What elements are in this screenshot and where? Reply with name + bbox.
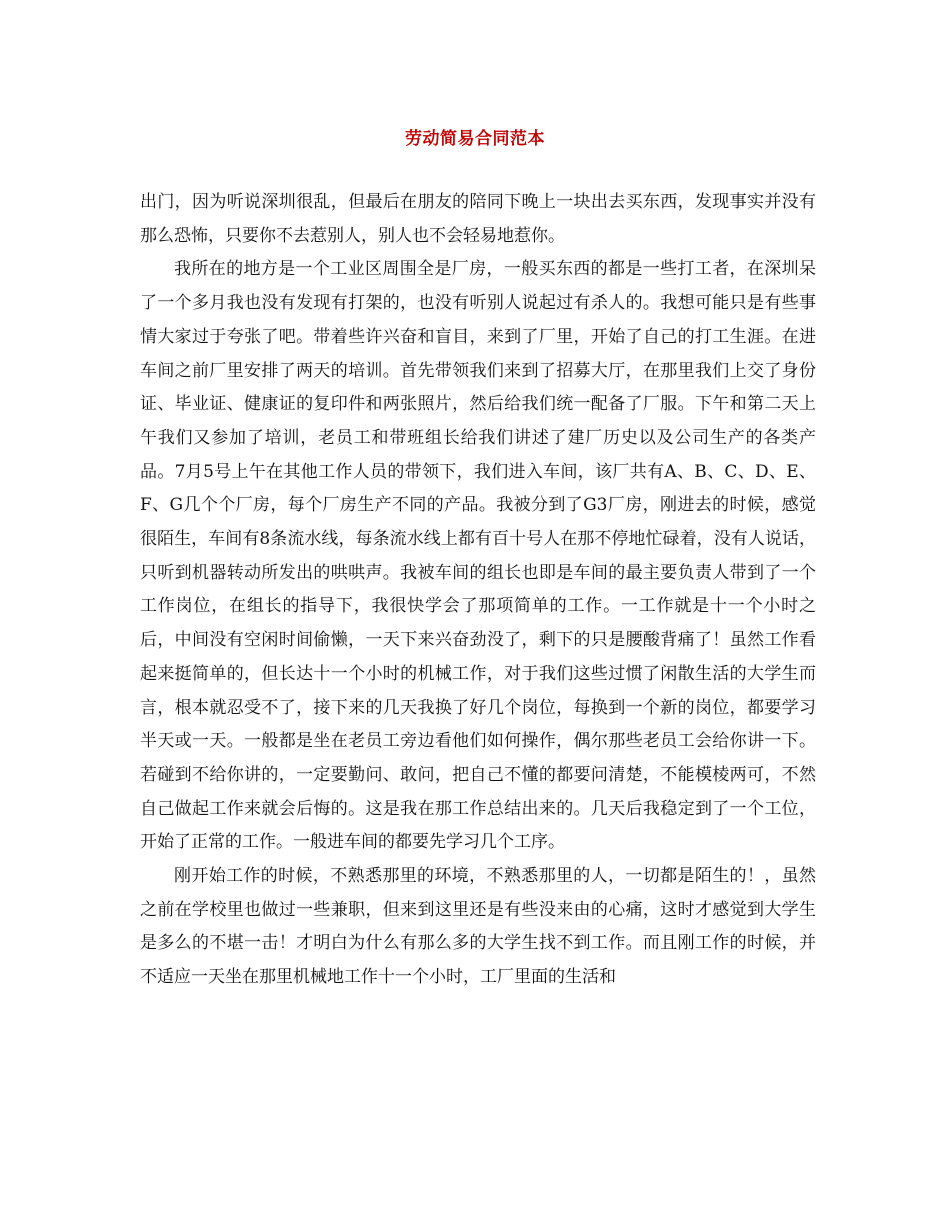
document-body [140,186,816,995]
paragraph-2: 我所在的地方是一个工业区周围全是厂房，一般买东西的都是一些打工者，在深圳呆了一个多月我也没有发现有打架的，也没有听别人说起过有杀人的。我想可能只是有些事情大家过于夸张了吧。带着些许兴奋和盲目，来到了厂里，开始了自己的打工生涯。在进车间之前厂里安排了两天的培训。首先带领我们来到了招募大厅，在那里我们上交了身份证、毕业证、健康证的复印件和两张照片，然后给我们统一配备了厂服。下午和第二天上午我们又参加了培训，老员工和带班组长给我们讲述了建厂历史以及公司生产的各类产品。7月5号上午在其他工作人员的带领下，我们进入车间，该厂共有A、B、C、D、E、F、G几个个厂房，每个厂房生产不同的产品。我被分到了G3厂房，刚进去的时候，感觉很陌生，车间有8条流水线，每条流水线上都有百十号人在那不停地忙碌着，没有人说话，只听到机器转动所发出的哄哄声。我被车间的组长也即是车间的最主要负责人带到了一个工作岗位，在组长的指导下，我很快学会了那项简单的工作。一工作就是十一个小时之后，中间没有空闲时间偷懒，一天下来兴奋劲没了，剩下的只是腰酸背痛了！虽然工作看起来挺简单的，但长达十一个小时的机械工作，对于我们这些过惯了闲散生活的大学生而言，根本就忍受不了，接下来的几天我换了好几个岗位，每换到一个新的岗位，都要学习半天或一天。一般都是坐在老员工旁边看他们如何操作，偶尔那些老员工会给你讲一下。若碰到不给你讲的，一定要勤问、敢问，把自己不懂的都要问清楚，不能模棱两可，不然自己做起工作来就会后悔的。这是我在那工作总结出来的。几天后我稳定到了一个工位，开始了正常的工作。一般进车间的都要先学习几个工序。 [140,259,816,853]
document-title: 劳动简易合同范本 [405,129,545,149]
paragraph-3: 刚开始工作的时候，不熟悉那里的环境，不熟悉那里的人，一切都是陌生的！，虽然之前在学校里也做过一些兼职，但来到这里还是有些没来由的心痛，这时才感觉到大学生是多么的不堪一击！才明白为什么有那么多的大学生找不到工作。而且刚工作的时候，并不适应一天坐在那里机械地工作十一个小时，工厂里面的生活和 [140,866,816,988]
paragraph-1: 出门，因为听说深圳很乱，但最后在朋友的陪同下晚上一块出去买东西，发现事实并没有那么恐怖，只要你不去惹别人，别人也不会轻易地惹你。 [140,192,816,246]
